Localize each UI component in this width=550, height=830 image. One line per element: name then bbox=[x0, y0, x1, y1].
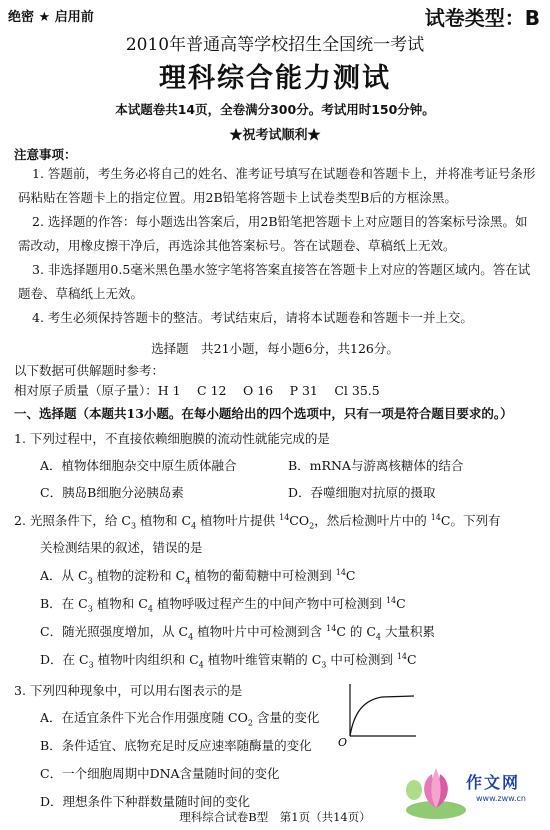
q3-curve-diagram bbox=[336, 680, 418, 748]
page-footer: 理科综合试卷B型 第1页（共14页） bbox=[179, 810, 371, 824]
paper-type: 试卷类型：B bbox=[424, 6, 540, 30]
notice-item-2: 2. 选择题的作答：每小题选出答案后，用2B铅笔把答题卡上对应题目的答案标号涂黑。如需改动，用橡皮擦干净后，再选涂其他答案标号。答在试题卷、草稿纸上无效。 bbox=[18, 214, 528, 253]
atomic-masses: 相对原子质量（原子量）：H 1 C 12 O 16 P 31 Cl 35.5 bbox=[14, 383, 380, 398]
q1-option-d: D．吞噬细胞对抗原的摄取 bbox=[288, 485, 436, 500]
q2-option-b: B．在 $C_3$ 植物和 $C_4$ 植物呼吸过程产生的中间产物中可检测到 $^{14}$C bbox=[40, 595, 406, 614]
notice-item-3: 3. 非选择题用0.5毫米黑色墨水签字笔将答案直接答在答题卡上对应的答题区域内。答在试题卷、草稿纸上无效。 bbox=[18, 262, 531, 301]
q1-option-a: A．植物体细胞杂交中原生质体融合 bbox=[40, 458, 237, 473]
q2-option-a: A．从 $C_3$ 植物的淀粉和 $C_4$ 植物的葡萄糖中可检测到 $^{14}$C bbox=[40, 567, 356, 586]
q3-option-c: C．一个细胞周期中DNA含量随时间的变化 bbox=[40, 766, 280, 781]
subject-title: 理科综合能力测试 bbox=[159, 63, 391, 94]
watermark-url: www.zww.cn bbox=[476, 794, 526, 803]
origin-label: O bbox=[338, 736, 348, 748]
q1-stem: 1. 下列过程中，不直接依赖细胞膜的流动性就能完成的是 bbox=[14, 431, 330, 446]
reference-intro: 以下数据可供解题时参考： bbox=[14, 363, 165, 378]
q2-stem-line2: 关检测结果的叙述，错误的是 bbox=[40, 540, 203, 555]
saturation-curve bbox=[350, 696, 414, 736]
q3-option-a: A．在适宜条件下光合作用强度随 $CO_2$ 含量的变化 bbox=[40, 710, 320, 728]
q3-option-b: B．条件适宜、底物充足时反应速率随酶量的变化 bbox=[40, 738, 312, 753]
part1-heading: 一、选择题（本题共13小题。在每小题给出的四个选项中，只有一项是符合题目要求的。） bbox=[14, 406, 513, 421]
blessing: ★祝考试顺利★ bbox=[229, 128, 321, 143]
q2-option-c: C．随光照强度增加，从 $C_4$ 植物叶片中可检测到含 $^{14}$C 的 $C_4$ 大量积累 bbox=[40, 623, 435, 642]
exam-info: 本试题卷共14页，全卷满分300分。考试用时150分钟。 bbox=[115, 102, 435, 117]
q1-option-b: B．mRNA与游离核糖体的结合 bbox=[288, 458, 464, 473]
q3-stem: 3. 下列四种现象中，可以用右图表示的是 bbox=[14, 683, 243, 698]
exam-name: 2010年普通高等学校招生全国统一考试 bbox=[125, 35, 425, 55]
q2-stem: 2. 光照条件下，给 $C_3$ 植物和 $C_4$ 植物叶片提供 $^{14}CO_2$，然后检测叶片中的 $^{14}$C。下列有 bbox=[14, 512, 501, 531]
section-summary: 选择题 共21小题，每小题6分，共126分。 bbox=[151, 341, 399, 356]
q2-option-d: D．在 $C_3$ 植物叶肉组织和 $C_4$ 植物叶维管束鞘的 $C_3$ 中可检测到 $^{14}$C bbox=[40, 651, 417, 670]
q3-option-d: D．理想条件下种群数量随时间的变化 bbox=[40, 794, 251, 809]
notice-heading: 注意事项： bbox=[14, 147, 77, 162]
q1-option-c: C．胰岛B细胞分泌胰岛素 bbox=[40, 485, 184, 500]
notice-item-4: 4. 考生必须保持答题卡的整洁。考试结束后，请将本试题卷和答题卡一并上交。 bbox=[32, 310, 473, 325]
notice-item-1: 1. 答题前，考生务必将自己的姓名、准考证号填写在试题卷和答题卡上，并将准考证号条形码粘贴在答题卡上的指定位置。用2B铅笔将答题卡上试卷类型B后的方框涂黑。 bbox=[18, 166, 536, 205]
watermark-name: 作文网 bbox=[466, 773, 521, 792]
secret-label: 绝密 ★ 启用前 bbox=[8, 10, 94, 25]
